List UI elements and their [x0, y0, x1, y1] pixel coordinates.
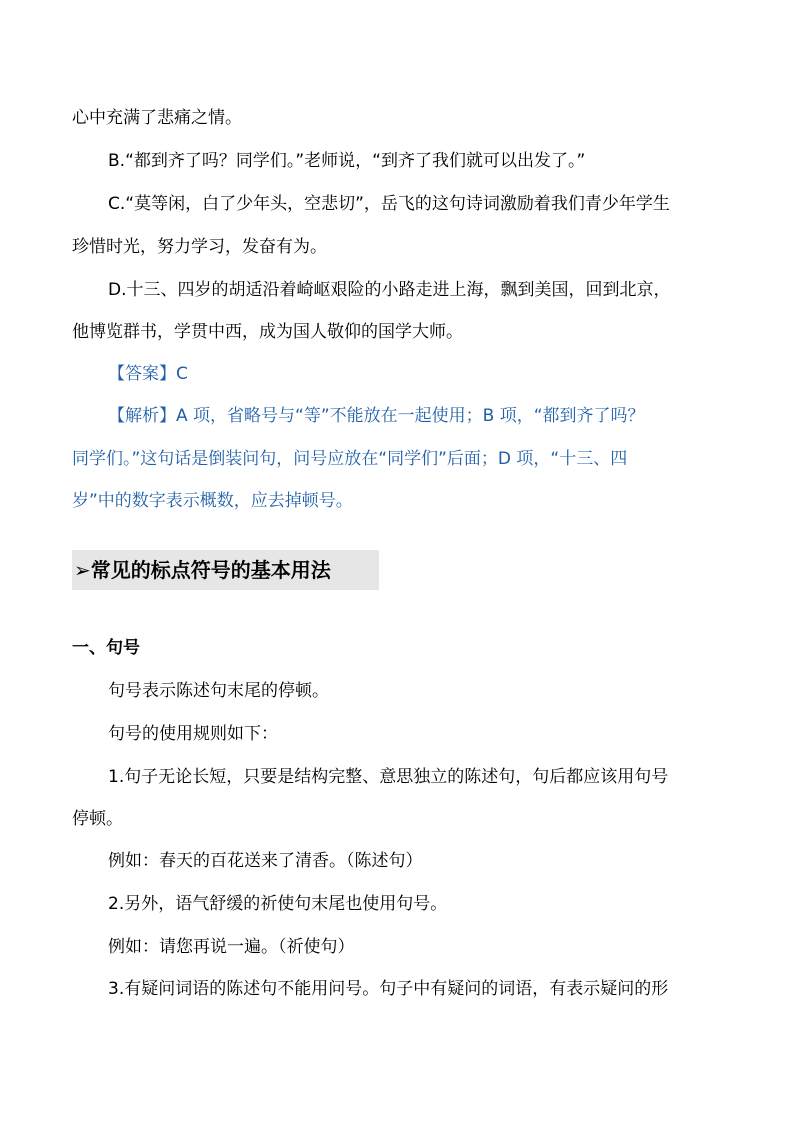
option-b: B.“都到齐了吗？同学们。”老师说，“到齐了我们就可以出发了。” — [108, 151, 586, 171]
option-c-line2: 珍惜时光，努力学习，发奋有为。 — [72, 237, 327, 257]
paragraph-2: 句号的使用规则如下： — [108, 724, 278, 744]
paragraph-1: 句号表示陈述句末尾的停顿。 — [108, 681, 329, 701]
example-2: 例如：请您再说一遍。（祈使句） — [108, 937, 355, 957]
answer: 【答案】C — [108, 364, 188, 384]
subsection-heading: 一、句号 — [72, 638, 140, 658]
analysis-line3: 岁”中的数字表示概数，应去掉顿号。 — [72, 491, 353, 511]
example-1: 例如：春天的百花送来了清香。（陈述句） — [108, 851, 423, 871]
analysis-line2: 同学们。”这句话是倒装问句，问号应放在“同学们”后面；D 项，“十三、四 — [72, 449, 628, 469]
option-d-line2: 他博览群书，学贯中西，成为国人敬仰的国学大师。 — [72, 322, 463, 342]
rule-1-line1: 1.句子无论长短，只要是结构完整、意思独立的陈述句，句后都应该用句号 — [108, 767, 669, 787]
rule-3-line1: 3.有疑问词语的陈述句不能用问号。句子中有疑问的词语，有表示疑问的形 — [108, 979, 669, 999]
option-d-line1: D.十三、四岁的胡适沿着崎岖艰险的小路走进上海，飘到美国，回到北京， — [108, 280, 671, 300]
section-heading: ➢常见的标点符号的基本用法 — [74, 558, 331, 582]
option-c-line1: C.“莫等闲，白了少年头，空悲切”，岳飞的这句诗词激励着我们青少年学生 — [108, 194, 670, 214]
rule-2: 2.另外，语气舒缓的祈使句末尾也使用句号。 — [108, 894, 448, 914]
analysis-line1: 【解析】A 项，省略号与“等”不能放在一起使用；B 项，“都到齐了吗？ — [108, 406, 645, 426]
option-a-continuation: 心中充满了悲痛之情。 — [72, 108, 242, 128]
rule-1-line2: 停顿。 — [72, 809, 123, 829]
